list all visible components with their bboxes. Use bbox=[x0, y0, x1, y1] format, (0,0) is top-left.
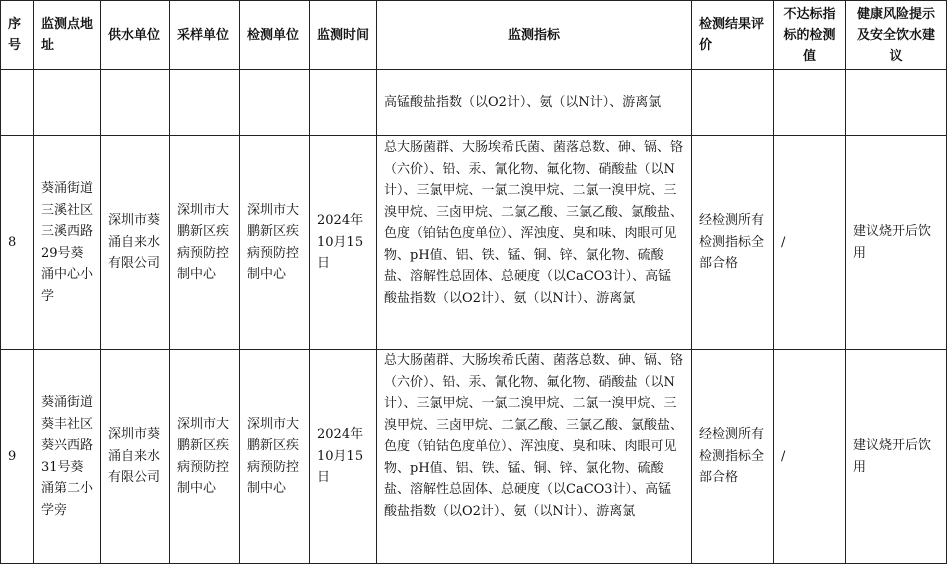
cont-site-cell bbox=[34, 70, 101, 136]
tester-cell: 深圳市大鹏新区疾病预防控制中心 bbox=[240, 136, 310, 350]
result-cell: 经检测所有检测指标全部合格 bbox=[692, 350, 774, 564]
header-tester: 检测单位 bbox=[240, 1, 310, 70]
header-row bbox=[1, 1, 947, 70]
supplier-cell: 深圳市葵涌自来水有限公司 bbox=[101, 350, 170, 564]
cont-advice-cell bbox=[846, 70, 947, 136]
header-sampler: 采样单位 bbox=[170, 1, 240, 70]
table-row bbox=[1, 350, 947, 564]
header-indicators: 监测指标 bbox=[377, 1, 692, 70]
site-cell: 葵涌街道三溪社区三溪西路29号葵涌中心小学 bbox=[34, 136, 101, 350]
header-time: 监测时间 bbox=[310, 1, 377, 70]
cont-tester-cell bbox=[240, 70, 310, 136]
sampler-cell: 深圳市大鹏新区疾病预防控制中心 bbox=[170, 350, 240, 564]
time-cell: 2024年10月15日 bbox=[310, 136, 377, 350]
cont-supplier-cell bbox=[101, 70, 170, 136]
cont-failed-cell bbox=[774, 70, 846, 136]
table-row bbox=[1, 136, 947, 350]
header-result: 检测结果评价 bbox=[692, 1, 774, 70]
cont-indicators-cell: 高锰酸盐指数（以O2计）、氨（以N计）、游离氯 bbox=[377, 70, 692, 136]
site-cell: 葵涌街道葵丰社区葵兴西路31号葵涌第二小学旁 bbox=[34, 350, 101, 564]
header-seq: 序号 bbox=[1, 1, 34, 70]
seq-cell: 9 bbox=[1, 350, 34, 564]
failed-value-cell: / bbox=[774, 136, 846, 350]
cont-seq-cell bbox=[1, 70, 34, 136]
advice-cell: 建议烧开后饮用 bbox=[846, 350, 947, 564]
header-supplier: 供水单位 bbox=[101, 1, 170, 70]
tester-cell: 深圳市大鹏新区疾病预防控制中心 bbox=[240, 350, 310, 564]
sampler-cell: 深圳市大鹏新区疾病预防控制中心 bbox=[170, 136, 240, 350]
indicators-cell: 总大肠菌群、大肠埃希氏菌、菌落总数、砷、镉、铬（六价）、铅、汞、氰化物、氟化物、硝酸盐（以N计）、三氯甲烷、一氯二溴甲烷、二氯一溴甲烷、三溴甲烷、三卤甲烷、二氯乙酸、三氯乙酸、氯酸盐、色度（铂钴色度单位）、浑浊度、臭和味、肉眼可见物、pH值、铝、铁、锰、铜、锌、氯化物、硫酸盐、溶解性总固体、总硬度（以CaCO3计）、高锰酸盐指数（以O2计）、氨（以N计）、游离氯 bbox=[377, 350, 692, 564]
header-failed: 不达标指标的检测值 bbox=[774, 1, 846, 70]
seq-cell: 8 bbox=[1, 136, 34, 350]
failed-value-cell: / bbox=[774, 350, 846, 564]
header-advice: 健康风险提示及安全饮水建议 bbox=[846, 1, 947, 70]
header-site: 监测点地址 bbox=[34, 1, 101, 70]
supplier-cell: 深圳市葵涌自来水有限公司 bbox=[101, 136, 170, 350]
cont-time-cell bbox=[310, 70, 377, 136]
advice-cell: 建议烧开后饮用 bbox=[846, 136, 947, 350]
cont-result-cell bbox=[692, 70, 774, 136]
continuation-row bbox=[1, 70, 947, 136]
result-cell: 经检测所有检测指标全部合格 bbox=[692, 136, 774, 350]
cont-sampler-cell bbox=[170, 70, 240, 136]
indicators-cell: 总大肠菌群、大肠埃希氏菌、菌落总数、砷、镉、铬（六价）、铅、汞、氰化物、氟化物、硝酸盐（以N计）、三氯甲烷、一氯二溴甲烷、二氯一溴甲烷、三溴甲烷、三卤甲烷、二氯乙酸、三氯乙酸、氯酸盐、色度（铂钴色度单位）、浑浊度、臭和味、肉眼可见物、pH值、铝、铁、锰、铜、锌、氯化物、硫酸盐、溶解性总固体、总硬度（以CaCO3计）、高锰酸盐指数（以O2计）、氨（以N计）、游离氯 bbox=[377, 136, 692, 350]
time-cell: 2024年10月15日 bbox=[310, 350, 377, 564]
